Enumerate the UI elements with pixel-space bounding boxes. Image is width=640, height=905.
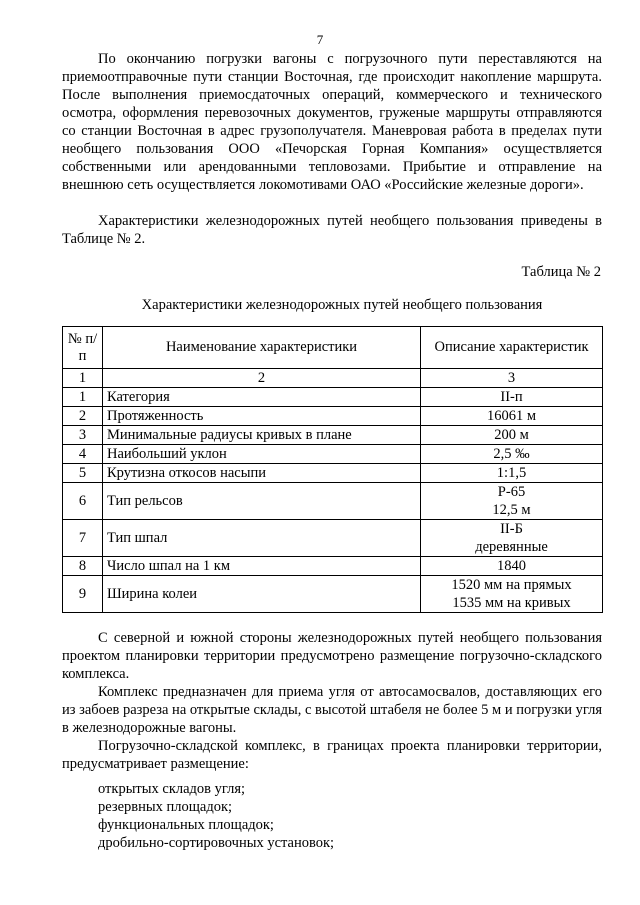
paragraph-table-reference: Характеристики железнодорожных путей необщего пользования приведены в Таблице № 2.	[62, 213, 602, 247]
row-number: 7	[63, 520, 103, 557]
description-line: 1520 мм на прямых	[451, 577, 572, 593]
description-line: 2,5 ‰	[493, 446, 530, 462]
table-label: Таблица № 2	[521, 264, 601, 280]
column-number: 2	[103, 369, 421, 388]
table-row	[63, 576, 603, 613]
paragraph-complex-includes: Погрузочно-складской комплекс, в границах проекта планировки территории, предусматривает размещение:	[62, 738, 602, 772]
column-number-row	[63, 369, 603, 388]
characteristic-name: Категория	[103, 388, 421, 407]
characteristic-description	[421, 388, 603, 407]
characteristic-description	[421, 483, 603, 520]
row-number: 5	[63, 464, 103, 483]
paragraph-complex-placement: С северной и южной стороны железнодорожных путей необщего пользования проектом планировки территории предусмотрено размещение погрузочно-складского комплекса.	[62, 630, 602, 682]
characteristic-description	[421, 464, 603, 483]
characteristic-name: Ширина колеи	[103, 576, 421, 613]
description-line: II-п	[500, 389, 523, 405]
row-number: 6	[63, 483, 103, 520]
table-header-row	[63, 327, 603, 369]
description-line: Р-65	[497, 484, 526, 500]
column-number: 3	[421, 369, 603, 388]
facility-list	[98, 780, 334, 852]
table-row	[63, 445, 603, 464]
description-line: II-Б	[500, 521, 523, 537]
table-row	[63, 464, 603, 483]
description-line: 16061 м	[486, 408, 537, 424]
table-row	[63, 388, 603, 407]
paragraph-complex-purpose: Комплекс предназначен для приема угля от автосамосвалов, доставляющих его из забоев разреза на открытые склады, с высотой штабеля не более 5 м и погрузки угля в железнодорожные вагоны.	[62, 684, 602, 736]
row-number: 9	[63, 576, 103, 613]
list-item: функциональных площадок;	[98, 817, 274, 833]
row-number: 4	[63, 445, 103, 464]
characteristic-name: Тип рельсов	[103, 483, 421, 520]
page-number: 7	[316, 32, 324, 47]
characteristic-description	[421, 445, 603, 464]
list-item: дробильно-сортировочных установок;	[98, 835, 335, 851]
column-number: 1	[63, 369, 103, 388]
table-row	[63, 407, 603, 426]
list-item: открытых складов угля;	[98, 781, 246, 797]
description-line: 1:1,5	[496, 465, 527, 481]
header-name: Наименование характеристики	[103, 327, 421, 369]
table-row	[63, 426, 603, 445]
description-line: 1535 мм на кривых	[452, 595, 571, 611]
characteristic-description	[421, 407, 603, 426]
table-row	[63, 557, 603, 576]
characteristic-name: Наибольший уклон	[103, 445, 421, 464]
characteristic-name: Крутизна откосов насыпи	[103, 464, 421, 483]
characteristic-description	[421, 426, 603, 445]
characteristic-name: Число шпал на 1 км	[103, 557, 421, 576]
table-title: Характеристики железнодорожных путей необщего пользования	[141, 297, 543, 313]
characteristic-description	[421, 520, 603, 557]
header-desc: Описание характеристик	[421, 327, 603, 369]
description-line: 12,5 м	[492, 502, 531, 518]
characteristic-description	[421, 576, 603, 613]
characteristic-name: Протяженность	[103, 407, 421, 426]
row-number: 8	[63, 557, 103, 576]
characteristic-name: Минимальные радиусы кривых в плане	[103, 426, 421, 445]
railway-characteristics-table	[62, 326, 603, 613]
paragraph-loading-operations: По окончанию погрузки вагоны с погрузочного пути переставляются на приемоотправочные пути станции Восточная, где происходит накопление маршрута. После выполнения приемосдаточных операций, коммерческого и технического осмотра, оформления перевозочных документов, груженые маршруты отправляются со станции Восточная в адрес грузополучателя. Маневровая работа в пределах пути необщего пользования ООО «Печорская Горная Компания» осуществляется собственными или арендованными тепловозами. Прибытие и отправление на внешнюю сеть осуществляется локомотивами ОАО «Российские железные дороги».	[62, 51, 602, 193]
table-row	[63, 520, 603, 557]
list-item: резервных площадок;	[98, 799, 233, 815]
row-number: 3	[63, 426, 103, 445]
table-row	[63, 483, 603, 520]
characteristic-name: Тип шпал	[103, 520, 421, 557]
description-line: 200 м	[494, 427, 529, 443]
header-num: № п/п	[63, 327, 103, 369]
row-number: 2	[63, 407, 103, 426]
row-number: 1	[63, 388, 103, 407]
description-line: деревянные	[475, 539, 548, 555]
description-line: 1840	[497, 558, 526, 574]
characteristic-description	[421, 557, 603, 576]
